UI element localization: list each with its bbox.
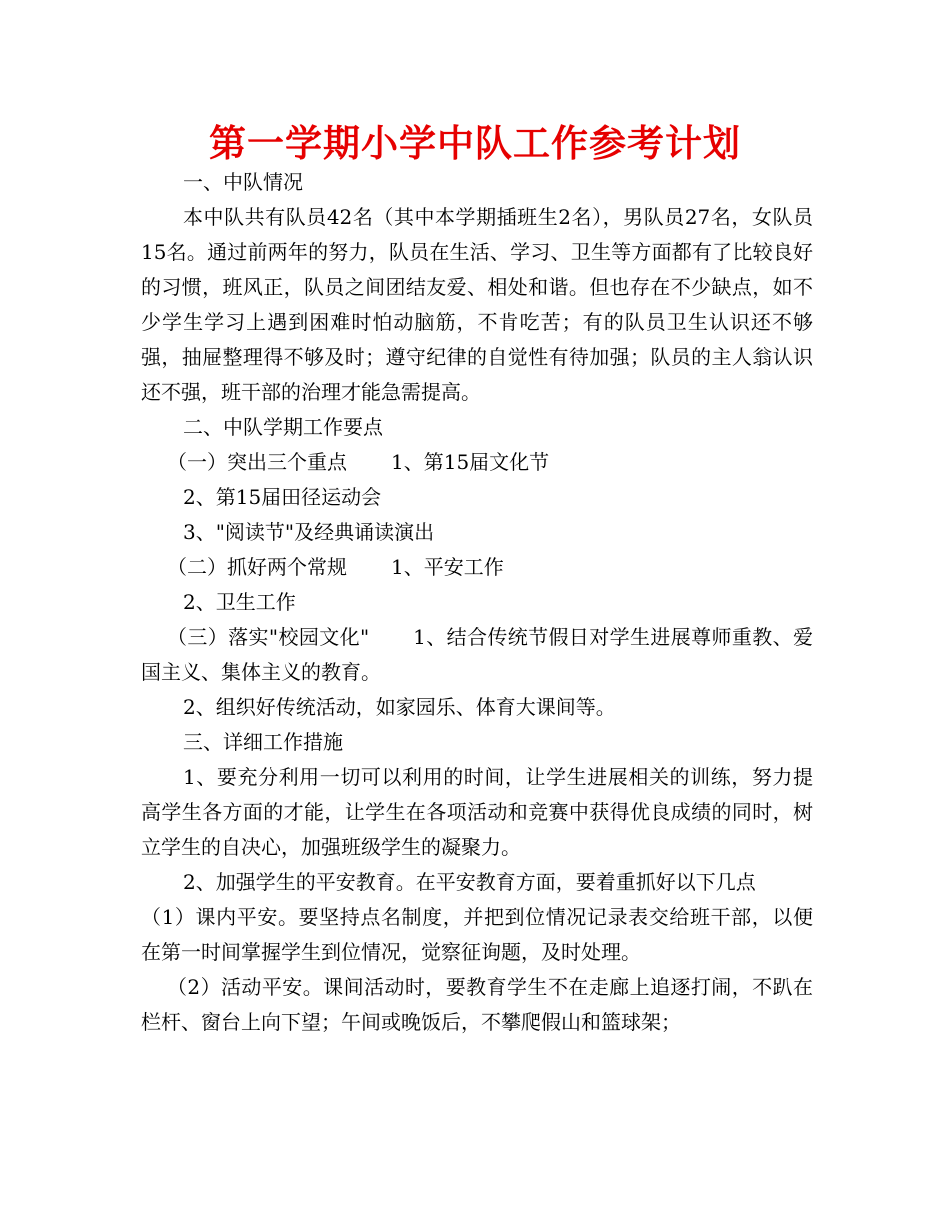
paragraph-measure-1: 1、要充分利用一切可以利用的时间，让学生进展相关的训练，努力提高学生各方面的才能，让学生在各项活动和竞赛中获得优良成绩的同时，树立学生的自决心，加强班级学生的凝聚力。: [141, 765, 813, 859]
item-culture-festival: 1、第15届文化节: [391, 450, 550, 474]
section-heading-key-points: 二、中队学期工作要点: [183, 415, 383, 439]
subsection-label-routines: （二）抓好两个常规: [167, 555, 347, 579]
paragraph-key-focus: [141, 445, 813, 480]
paragraph-routines: [141, 550, 813, 585]
paragraph-measure-2: 2、加强学生的平安教育。在平安教育方面，要着重抓好以下几点: [183, 870, 756, 894]
paragraph-campus-culture: [141, 620, 813, 690]
document-title: 第一学期小学中队工作参考计划: [209, 122, 741, 165]
item-sports-meet: 2、第15届田径运动会: [183, 485, 382, 509]
item-safety-work: 1、平安工作: [391, 555, 504, 579]
item-reading-festival: 3、"阅读节"及经典诵读演出: [183, 520, 435, 544]
subsection-label-campus-culture: （三）落实"校园文化": [167, 625, 370, 649]
section-heading-situation: 一、中队情况: [183, 170, 303, 194]
item-hygiene-work: 2、卫生工作: [183, 590, 296, 614]
subsection-label-focus: （一）突出三个重点: [167, 450, 347, 474]
paragraph-activity-safety: （2）活动平安。课间活动时，要教育学生不在走廊上追逐打闹，不趴在栏杆、窗台上向下望；午间或晚饭后，不攀爬假山和篮球架；: [141, 975, 813, 1034]
paragraph-situation: 本中队共有队员42名（其中本学期插班生2名），男队员27名，女队员15名。通过前两年的努力，队员在生活、学习、卫生等方面都有了比较良好的习惯，班风正，队员之间团结友爱、相处和谐。但也存在不少缺点，如不少学生学习上遇到困难时怕动脑筋，不肯吃苦；有的队员卫生认识还不够强，抽屉整理得不够及时；遵守纪律的自觉性有待加强；队员的主人翁认识还不强，班干部的治理才能急需提高。: [141, 205, 813, 404]
item-holiday-education: 1、结合传统节假日对学生进展尊师重教、爱国主义、集体主义的教育。: [141, 625, 813, 684]
document-body: [141, 165, 813, 1040]
section-heading-measures: 三、详细工作措施: [183, 730, 343, 754]
item-traditional-activities: 2、组织好传统活动，如家园乐、体育大课间等。: [183, 695, 616, 719]
paragraph-class-safety: （1）课内平安。要坚持点名制度，并把到位情况记录表交给班干部，以便在第一时间掌握学生到位情况，觉察征询题，及时处理。: [141, 905, 813, 964]
